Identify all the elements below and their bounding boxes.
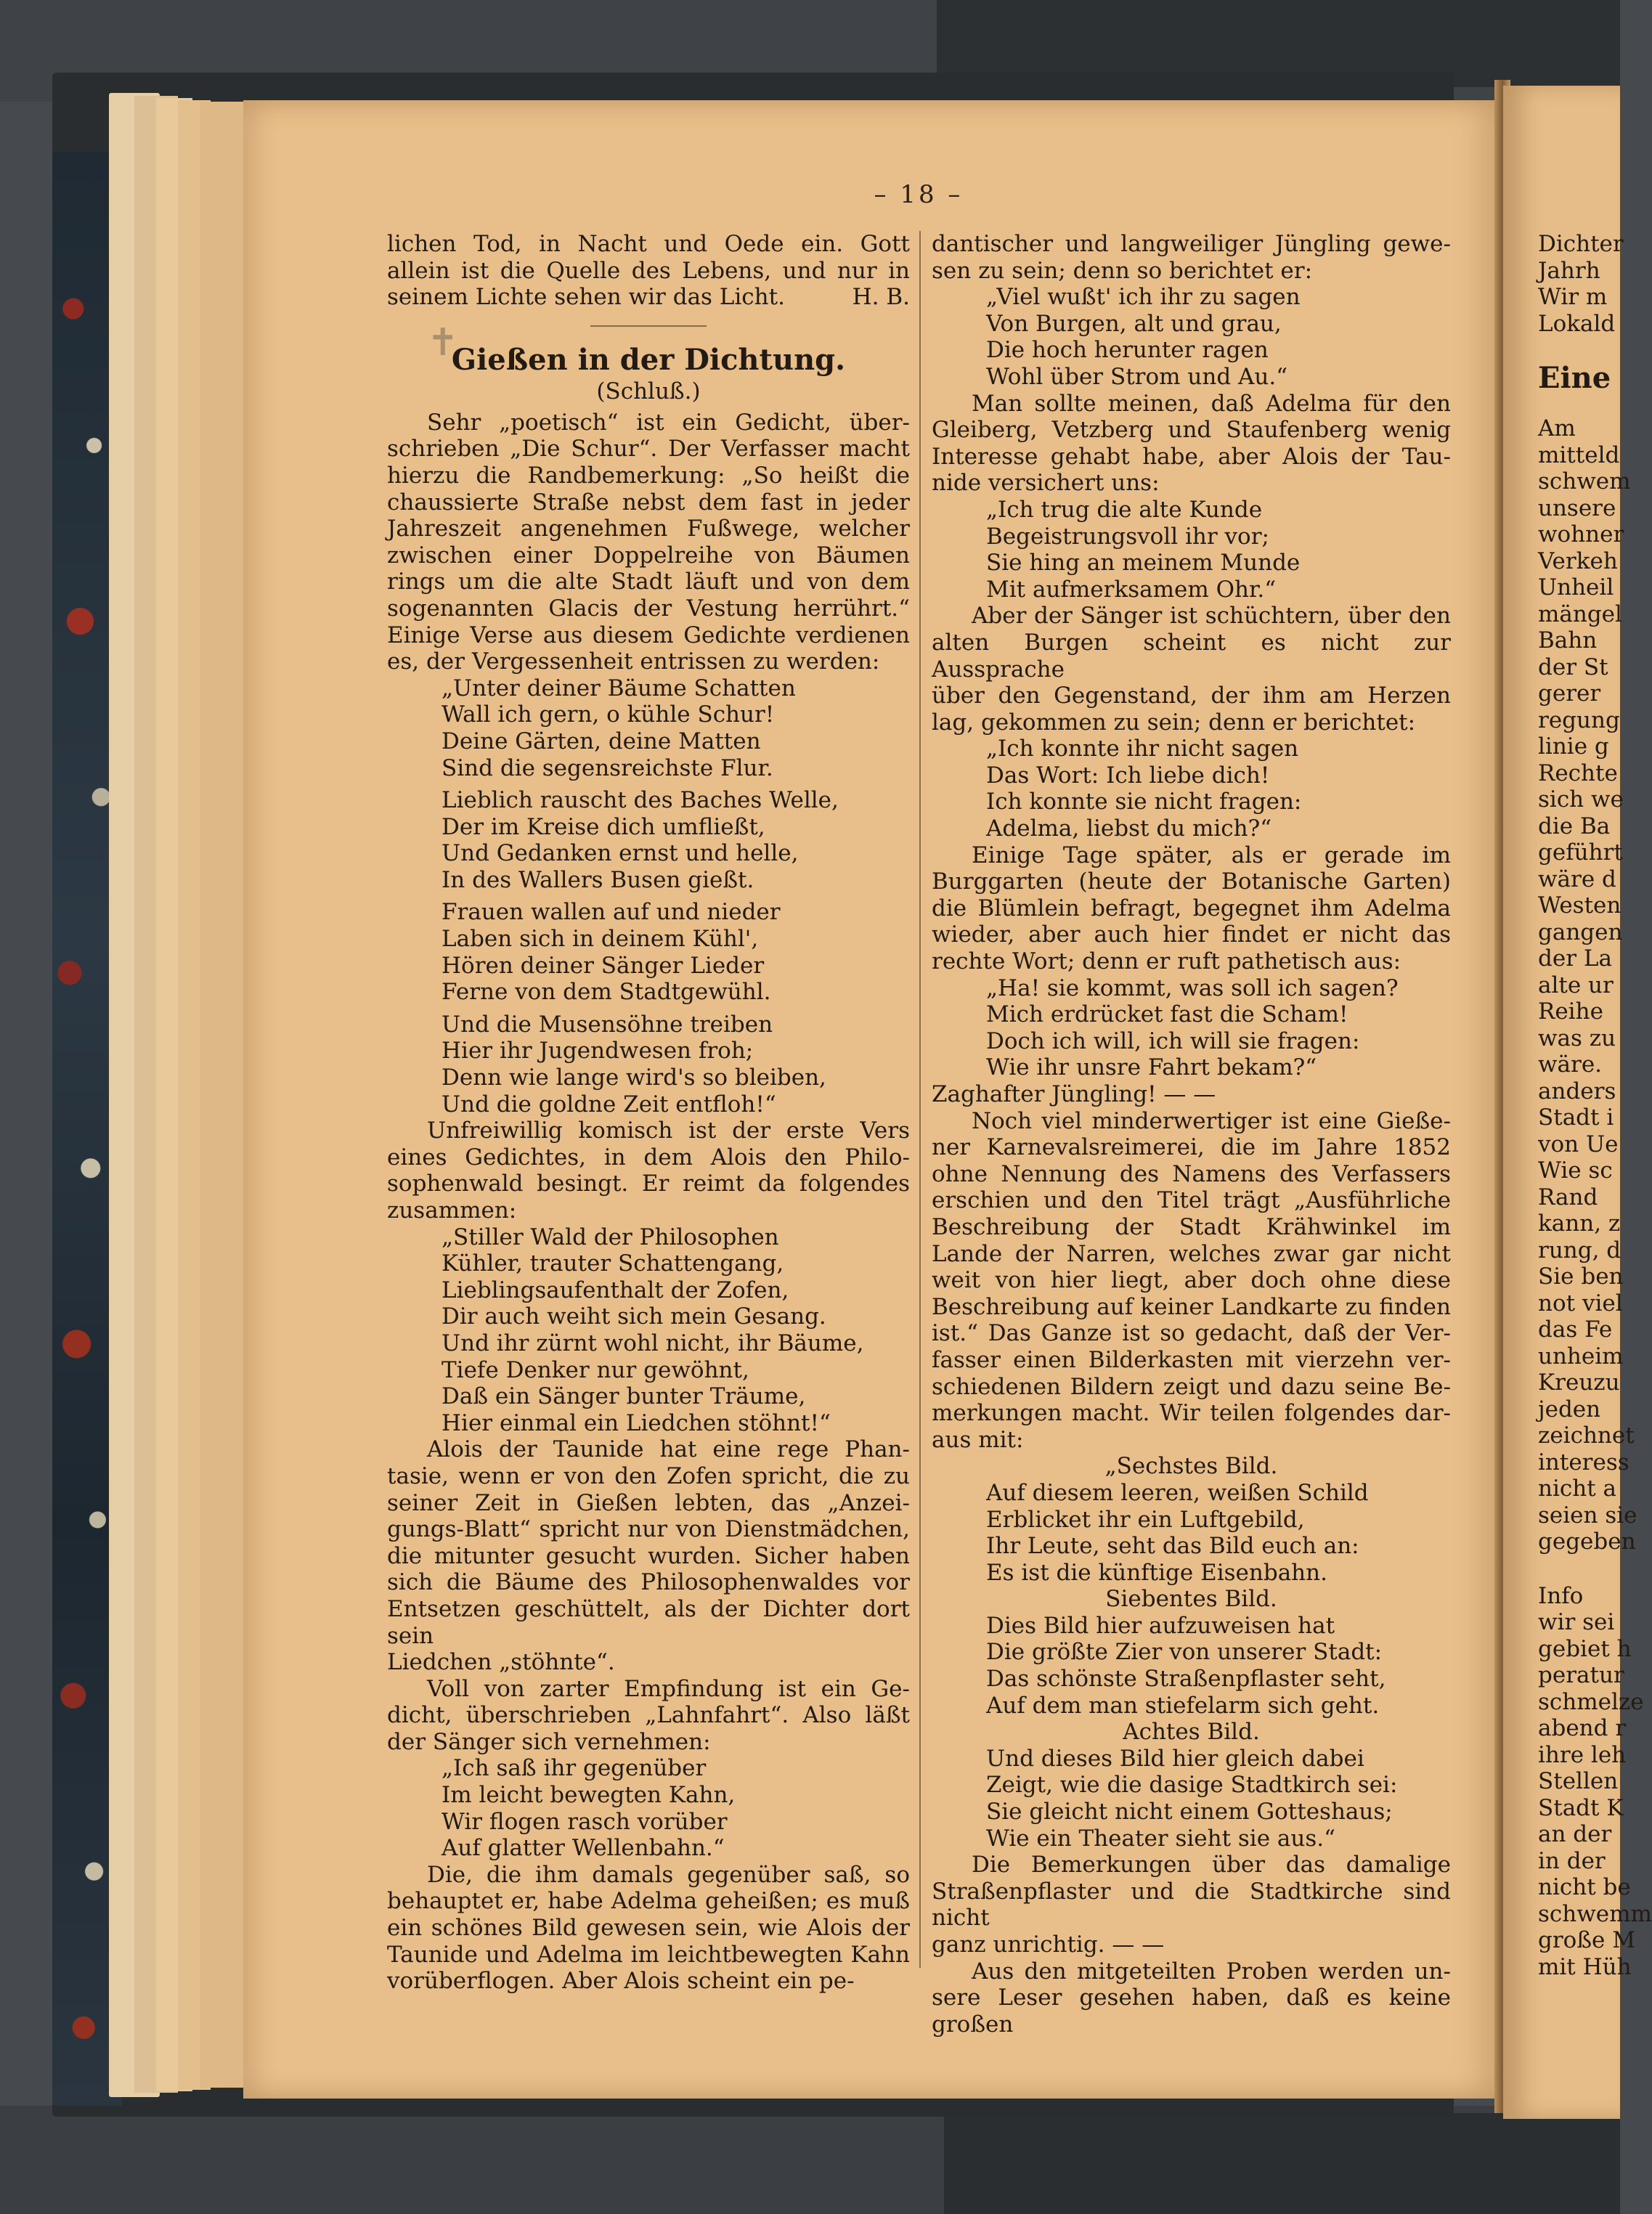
adjacent-page-line: schwemm bbox=[1538, 1900, 1652, 1927]
adjacent-page-line: Stadt K bbox=[1538, 1794, 1624, 1821]
text-line: dantischer und langweiliger Jüngling gewe- bbox=[932, 231, 1451, 257]
text-line: Einige Verse aus diesem Gedichte verdienen bbox=[387, 622, 910, 648]
verse-line: Deine Gärten, deine Matten bbox=[442, 728, 761, 754]
pencil-cross-mark: ✝ bbox=[427, 321, 459, 365]
text-line: Voll von zarter Empfindung ist ein Ge- bbox=[427, 1675, 910, 1702]
adjacent-page-line: gangen bbox=[1538, 919, 1623, 945]
text-line: Die, die ihm damals gegenüber saß, so bbox=[427, 1861, 910, 1888]
verse-line: Und Gedanken ernst und helle, bbox=[442, 840, 799, 867]
adjacent-page-line: alte ur bbox=[1538, 972, 1614, 998]
text-line: aus mit: bbox=[932, 1426, 1024, 1453]
text-line: Unfreiwillig komisch ist der erste Vers bbox=[427, 1118, 910, 1144]
text-line: gungs-Blatt“ spricht nur von Dienstmädchen, bbox=[387, 1516, 910, 1543]
adjacent-page bbox=[1503, 86, 1652, 2119]
adjacent-page-line: abend r bbox=[1538, 1715, 1627, 1741]
picture-title: Siebentes Bild. bbox=[1105, 1586, 1277, 1613]
adjacent-page-heading: Eine bbox=[1538, 361, 1611, 395]
text-line: sen zu sein; denn so berichtet er: bbox=[932, 257, 1313, 284]
text-line: sogenannten Glacis der Vestung herrührt.“ bbox=[387, 595, 910, 622]
verse-line: Ich konnte sie nicht fragen: bbox=[986, 789, 1302, 815]
text-line: Noch viel minderwertiger ist eine Gieße- bbox=[972, 1107, 1451, 1134]
verse-line: Dies Bild hier aufzuweisen hat bbox=[986, 1612, 1335, 1639]
text-line: der Sänger sich vernehmen: bbox=[387, 1728, 711, 1755]
verse-line: Mit aufmerksamem Ohr.“ bbox=[986, 576, 1277, 603]
verse-line: „Ha! sie kommt, was soll ich sagen? bbox=[986, 974, 1399, 1001]
adjacent-page-line: Info bbox=[1538, 1582, 1584, 1609]
verse-line: Im leicht bewegten Kahn, bbox=[442, 1782, 736, 1809]
stanza-gap bbox=[387, 781, 910, 787]
adjacent-page-line: seien sie bbox=[1538, 1502, 1637, 1529]
verse-line: „Viel wußt' ich ihr zu sagen bbox=[986, 284, 1301, 311]
author-signature: H. B. bbox=[852, 284, 910, 311]
text-line: Gleiberg, Vetzberg und Staufenberg wenig bbox=[932, 417, 1451, 444]
adjacent-page-line: sich we bbox=[1538, 786, 1624, 813]
verse-line: Auf glatter Wellenbahn.“ bbox=[442, 1835, 725, 1862]
adjacent-page-line: mängel bbox=[1538, 601, 1622, 627]
text-line: rechte Wort; denn er ruft pathetisch aus: bbox=[932, 948, 1401, 975]
verse-line: In des Wallers Busen gießt. bbox=[442, 866, 754, 893]
adjacent-page-line: Kreuzu bbox=[1538, 1369, 1620, 1396]
text-line: sere Leser gesehen haben, daß es keine großen bbox=[932, 1985, 1451, 2038]
text-line: alten Burgen scheint es nicht zur Aussprache bbox=[932, 629, 1451, 683]
text-line: Man sollte meinen, daß Adelma für den bbox=[972, 390, 1451, 417]
verse-line: Auf dem man stiefelarm sich geht. bbox=[986, 1692, 1380, 1719]
adjacent-page-line: Unheil bbox=[1538, 574, 1614, 601]
text-line: Aus den mitgeteilten Proben werden un- bbox=[972, 1958, 1451, 1985]
adjacent-page-line: unsere bbox=[1538, 495, 1616, 521]
verse-line: Das schönste Straßenpflaster seht, bbox=[986, 1666, 1386, 1693]
verse-line: „Ich saß ihr gegenüber bbox=[442, 1755, 707, 1782]
text-line: ein schönes Bild gewesen sein, wie Alois der bbox=[387, 1915, 910, 1942]
adjacent-page-line: anders bbox=[1538, 1078, 1616, 1104]
verse-line: Lieblich rauscht des Baches Welle, bbox=[442, 787, 839, 814]
adjacent-page-line: große M bbox=[1538, 1927, 1635, 1953]
section-divider bbox=[590, 325, 707, 327]
text-line: ganz unrichtig. — — bbox=[932, 1932, 1165, 1958]
text-line: Beschreibung auf keiner Landkarte zu finden bbox=[932, 1293, 1451, 1320]
adjacent-page-line: geführt bbox=[1538, 839, 1623, 866]
adjacent-page-line: Rand bbox=[1538, 1184, 1598, 1210]
verse-line: Wie ihr unsre Fahrt bekam?“ bbox=[986, 1054, 1317, 1081]
adjacent-page-line: wäre d bbox=[1538, 866, 1616, 892]
adjacent-page-line: gebiet h bbox=[1538, 1635, 1632, 1662]
adjacent-page-line: wohner bbox=[1538, 521, 1624, 548]
adjacent-page-line: Westen bbox=[1538, 892, 1622, 919]
text-line: die Blümlein befragt, begegnet ihm Adelma bbox=[932, 895, 1451, 921]
verse-line: Wir flogen rasch vorüber bbox=[442, 1808, 728, 1835]
adjacent-page-line: das Fe bbox=[1538, 1316, 1613, 1343]
verse-line: Sie gleicht nicht einem Gotteshaus; bbox=[986, 1799, 1393, 1826]
adjacent-page-line: interess bbox=[1538, 1449, 1629, 1476]
text-line: schiedenen Bildern zeigt und dazu seine Be- bbox=[932, 1373, 1451, 1400]
verse-line: „Unter deiner Bäume Schatten bbox=[442, 675, 796, 701]
adjacent-page-line: was zu bbox=[1538, 1025, 1616, 1051]
text-line: schrieben „Die Schur“. Der Verfasser macht bbox=[387, 436, 910, 463]
adjacent-page-line: peratur bbox=[1538, 1662, 1624, 1688]
stanza-gap bbox=[387, 1006, 910, 1012]
adjacent-page-line: gerer bbox=[1538, 680, 1601, 707]
adjacent-page-line: wäre. bbox=[1538, 1051, 1603, 1078]
text-line: seinem Lichte sehen wir das Licht. H. B. bbox=[387, 284, 910, 311]
adjacent-page-line: gegeben bbox=[1538, 1529, 1636, 1555]
text-line: sich die Bäume des Philosophenwaldes vor bbox=[387, 1569, 910, 1596]
verse-line: Das Wort: Ich liebe dich! bbox=[986, 762, 1270, 789]
verse-line: Erblicket ihr ein Luftgebild, bbox=[986, 1506, 1305, 1533]
text-line: behauptet er, habe Adelma geheißen; es muß bbox=[387, 1888, 910, 1915]
verse-line: Von Burgen, alt und grau, bbox=[986, 310, 1282, 337]
verse-line: Und die goldne Zeit entfloh!“ bbox=[442, 1091, 776, 1118]
adjacent-page-line: schwem bbox=[1538, 468, 1631, 495]
article-title: Gießen in der Dichtung. bbox=[451, 342, 846, 377]
text-line: ohne Nennung des Namens des Verfassers bbox=[932, 1160, 1451, 1187]
text-line: Alois der Taunide hat eine rege Phan- bbox=[427, 1436, 910, 1463]
picture-title: Achtes Bild. bbox=[1123, 1719, 1260, 1746]
text-line: merkungen macht. Wir teilen folgendes dar- bbox=[932, 1400, 1451, 1427]
adjacent-page-line: linie g bbox=[1538, 733, 1609, 760]
text-line: die mitunter gesucht wurden. Sicher haben bbox=[387, 1542, 910, 1569]
text-line: zusammen: bbox=[387, 1197, 517, 1224]
text-line: Jahreszeit angenehmen Fußwege, welcher bbox=[387, 516, 910, 542]
stanza-gap bbox=[387, 893, 910, 899]
verse-line: Es ist die künftige Eisenbahn. bbox=[986, 1559, 1327, 1586]
adjacent-page-line: Stellen bbox=[1538, 1768, 1619, 1794]
verse-line: Frauen wallen auf und nieder bbox=[442, 899, 781, 926]
text-line: Einige Tage später, als er gerade im bbox=[972, 842, 1451, 868]
text-line: Sehr „poetisch“ ist ein Gedicht, über- bbox=[427, 409, 910, 436]
adjacent-page-line: die Ba bbox=[1538, 813, 1611, 839]
verse-line: Auf diesem leeren, weißen Schild bbox=[986, 1479, 1369, 1506]
verse-line: Lieblingsaufenthalt der Zofen, bbox=[442, 1277, 789, 1303]
adjacent-page-line: der St bbox=[1538, 654, 1608, 680]
adjacent-page-line: der La bbox=[1538, 945, 1612, 972]
adjacent-page-line: Dichter bbox=[1538, 231, 1624, 257]
verse-line: Wie ein Theater sieht sie aus.“ bbox=[986, 1825, 1335, 1852]
text-line: hierzu die Randbemerkung: „So heißt die bbox=[387, 462, 910, 489]
adjacent-page-line: mit Hüh bbox=[1538, 1953, 1632, 1980]
verse-line: Laben sich in deinem Kühl', bbox=[442, 926, 759, 953]
adjacent-page-line: Sie ben bbox=[1538, 1263, 1624, 1290]
text-line: zwischen einer Doppelreihe von Bäumen bbox=[387, 542, 910, 569]
adjacent-page-line: Jahrh bbox=[1538, 257, 1600, 284]
adjacent-page-line: zeichnet bbox=[1538, 1423, 1635, 1449]
adjacent-page-line: Lokald bbox=[1538, 310, 1616, 337]
verse-line: Und die Musensöhne treiben bbox=[442, 1011, 773, 1038]
text-line: Beschreibung der Stadt Krähwinkel im bbox=[932, 1213, 1451, 1240]
adjacent-page-line: in der bbox=[1538, 1847, 1606, 1874]
verse-line: Ihr Leute, seht das Bild euch an: bbox=[986, 1533, 1359, 1560]
verse-line: Denn wie lange wird's so bleiben, bbox=[442, 1065, 826, 1091]
verse-line: Ferne von dem Stadtgewühl. bbox=[442, 979, 771, 1006]
picture-title: „Sechstes Bild. bbox=[1104, 1453, 1278, 1480]
article-subtitle: (Schluß.) bbox=[596, 378, 701, 404]
text-line: nide versichert uns: bbox=[932, 470, 1160, 497]
text-line: Die Bemerkungen über das damalige bbox=[972, 1852, 1451, 1879]
verse-line: Zeigt, wie die dasige Stadtkirch sei: bbox=[986, 1772, 1398, 1799]
text-line: Interesse gehabt habe, aber Alois der Tau- bbox=[932, 443, 1451, 470]
adjacent-page-line: an der bbox=[1538, 1821, 1612, 1847]
verse-line: Wohl über Strom und Au.“ bbox=[986, 363, 1288, 390]
verse-line: Hier einmal ein Liedchen stöhnt!“ bbox=[442, 1409, 831, 1436]
text-line: dicht, überschrieben „Lahnfahrt“. Also läßt bbox=[387, 1702, 910, 1729]
adjacent-page-line: Rechte bbox=[1538, 760, 1618, 786]
text-line: weit von hier liegt, aber doch ohne diese bbox=[932, 1267, 1451, 1294]
verse-line: „Ich trug die alte Kunde bbox=[986, 496, 1263, 523]
text-line: sophenwald besingt. Er reimt da folgendes bbox=[387, 1171, 910, 1197]
adjacent-page-line: Reihe bbox=[1538, 998, 1603, 1025]
adjacent-page-line: Bahn bbox=[1538, 627, 1598, 654]
verse-line: Hier ihr Jugendwesen froh; bbox=[442, 1038, 754, 1065]
verse-line: Adelma, liebst du mich?“ bbox=[986, 815, 1272, 842]
verse-line: Der im Kreise dich umfließt, bbox=[442, 813, 765, 840]
text-line: erschien und den Titel trägt „Ausführliche bbox=[932, 1187, 1451, 1214]
text-line: tasie, wenn er von den Zofen spricht, die zu bbox=[387, 1462, 910, 1489]
verse-line: Sind die segensreichste Flur. bbox=[442, 754, 773, 781]
adjacent-page-line: regung bbox=[1538, 707, 1620, 733]
text-line: Aber der Sänger ist schüchtern, über den bbox=[972, 603, 1451, 630]
adjacent-page-line: Wir m bbox=[1538, 284, 1608, 310]
background-bottom-right bbox=[944, 2113, 1620, 2214]
adjacent-page-line: schmelze bbox=[1538, 1688, 1644, 1715]
adjacent-page-line: Wie sc bbox=[1538, 1157, 1613, 1184]
verse-line: Doch ich will, ich will sie fragen: bbox=[986, 1027, 1360, 1054]
text-line: Straßenpflaster und die Stadtkirche sind nicht bbox=[932, 1878, 1451, 1932]
text-line: seiner Zeit in Gießen lebten, das „Anzei- bbox=[387, 1489, 910, 1516]
text-line: Lande der Narren, welches zwar gar nicht bbox=[932, 1240, 1451, 1267]
adjacent-page-line: ihre leh bbox=[1538, 1741, 1627, 1768]
adjacent-page-line: kann, z bbox=[1538, 1210, 1621, 1237]
verse-line: „Ich konnte ihr nicht sagen bbox=[986, 736, 1299, 762]
page-number: – 18 – bbox=[874, 180, 964, 209]
right-column bbox=[932, 231, 1451, 2038]
text-line: allein ist die Quelle des Lebens, und nur in bbox=[387, 257, 910, 284]
verse-line: Mich erdrücket fast die Scham! bbox=[986, 1001, 1348, 1028]
text-line: ner Karnevalsreimerei, die im Jahre 1852 bbox=[932, 1134, 1451, 1161]
text-line: rings um die alte Stadt läuft und von dem bbox=[387, 569, 910, 595]
adjacent-page-line: mitteld bbox=[1538, 441, 1620, 468]
text-line: ist.“ Das Ganze ist so gedacht, daß der Ver- bbox=[932, 1320, 1451, 1347]
verse-line: Kühler, trauter Schattengang, bbox=[442, 1250, 784, 1277]
verse-line: „Stiller Wald der Philosophen bbox=[442, 1224, 779, 1250]
adjacent-page-line: von Ue bbox=[1538, 1131, 1619, 1157]
adjacent-page-line: Am bbox=[1538, 415, 1576, 441]
adjacent-page-line: Stadt i bbox=[1538, 1104, 1614, 1131]
verse-line: Und dieses Bild hier gleich dabei bbox=[986, 1745, 1364, 1772]
adjacent-page-line: wir sei bbox=[1538, 1609, 1615, 1635]
text-line: vorüberflogen. Aber Alois scheint ein pe- bbox=[387, 1968, 855, 1995]
verse-line: Sie hing an meinem Munde bbox=[986, 550, 1301, 577]
column-divider bbox=[919, 231, 921, 1968]
verse-line: Hören deiner Sänger Lieder bbox=[442, 952, 765, 979]
text-line: Taunide und Adelma im leichtbewegten Kahn bbox=[387, 1941, 910, 1968]
adjacent-page-line: rung, d bbox=[1538, 1237, 1622, 1263]
text-line: es, der Vergessenheit entrissen zu werden: bbox=[387, 648, 880, 675]
text-line: lag, gekommen zu sein; denn er berichtet: bbox=[932, 709, 1416, 736]
adjacent-page-line: nicht be bbox=[1538, 1874, 1631, 1900]
adjacent-page-line: nicht a bbox=[1538, 1476, 1617, 1502]
text-line: Entsetzen geschüttelt, als der Dichter dort sein bbox=[387, 1595, 910, 1649]
verse-line: Wall ich gern, o kühle Schur! bbox=[442, 701, 775, 728]
text-line: lichen Tod, in Nacht und Oede ein. Gott bbox=[387, 231, 910, 257]
adjacent-page-line: Verkeh bbox=[1538, 548, 1618, 574]
exclamation: Zaghafter Jüngling! — — bbox=[932, 1081, 1216, 1107]
verse-line: Dir auch weiht sich mein Gesang. bbox=[442, 1303, 826, 1330]
verse-line: Begeistrungsvoll ihr vor; bbox=[986, 523, 1269, 550]
left-column bbox=[387, 231, 910, 1995]
verse-line: Die hoch herunter ragen bbox=[986, 337, 1269, 364]
text-line: Liedchen „stöhnte“. bbox=[387, 1649, 615, 1676]
adjacent-page-line: jeden bbox=[1538, 1396, 1601, 1423]
text-line: wieder, aber auch hier findet er nicht das bbox=[932, 921, 1451, 948]
verse-line: Daß ein Sänger bunter Träume, bbox=[442, 1383, 806, 1410]
text-line: fasser einen Bilderkasten mit vierzehn ver- bbox=[932, 1346, 1451, 1373]
verse-line: Die größte Zier von unserer Stadt: bbox=[986, 1639, 1383, 1666]
adjacent-page-line: unheim bbox=[1538, 1343, 1624, 1369]
text-line: Burggarten (heute der Botanische Garten) bbox=[932, 868, 1451, 895]
verse-line: Tiefe Denker nur gewöhnt, bbox=[442, 1356, 749, 1383]
verse-line: Und ihr zürnt wohl nicht, ihr Bäume, bbox=[442, 1330, 864, 1356]
text-line: chaussierte Straße nebst dem fast in jeder bbox=[387, 489, 910, 516]
text-line: über den Gegenstand, der ihm am Herzen bbox=[932, 683, 1451, 709]
adjacent-page-line: not viel bbox=[1538, 1290, 1623, 1316]
text-line: eines Gedichtes, in dem Alois den Philo- bbox=[387, 1144, 910, 1171]
